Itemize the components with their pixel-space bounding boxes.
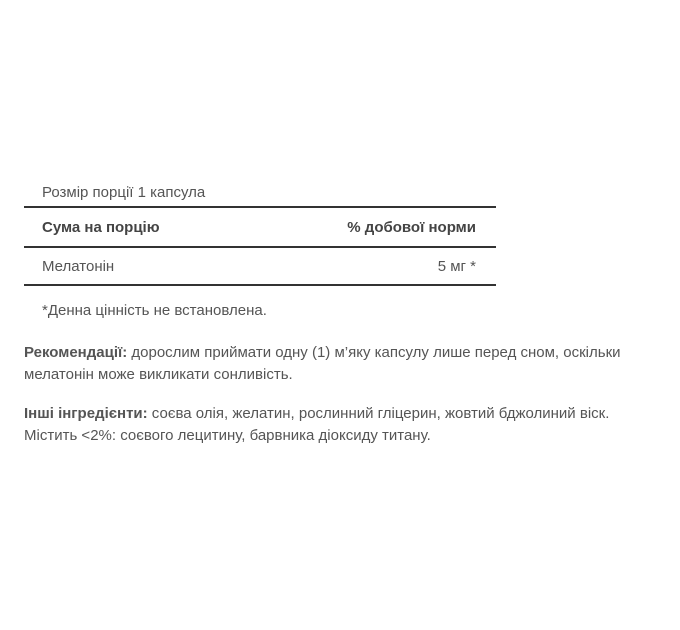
amount-per-serving-label: Сума на порцію bbox=[42, 218, 160, 236]
table-row bbox=[24, 248, 496, 286]
recommendations-text: дорослим приймати одну (1) м’яку капсулу лише перед сном, оскільки мелатонін може викликати сонливість. bbox=[24, 344, 621, 383]
recommendations-paragraph bbox=[24, 342, 654, 386]
ingredients-label: Інші інгредієнти: bbox=[24, 405, 148, 422]
ingredients-text: соєва олія, желатин, рослинний гліцерин, жовтий бджолиний віск. Містить <2%: соєвого лецитину, барвника діоксиду титану. bbox=[24, 405, 610, 444]
daily-value-footnote: *Денна цінність не встановлена. bbox=[42, 302, 267, 319]
ingredients-paragraph bbox=[24, 403, 654, 447]
serving-size: Розмір порції 1 капсула bbox=[24, 178, 496, 208]
table-header bbox=[24, 208, 496, 248]
daily-value-label: % добової норми bbox=[347, 218, 476, 236]
supplement-facts-table bbox=[24, 178, 496, 286]
ingredient-amount: 5 мг * bbox=[437, 257, 476, 275]
recommendations-label: Рекомендації: bbox=[24, 344, 128, 361]
ingredient-name: Мелатонін bbox=[42, 257, 115, 275]
